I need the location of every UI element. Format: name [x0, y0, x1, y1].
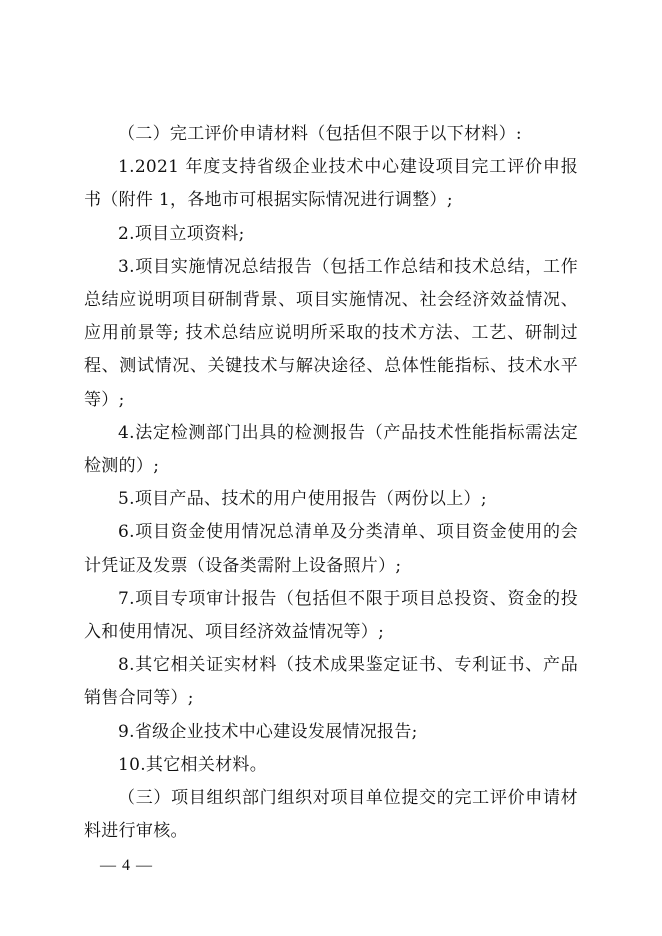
list-item-9-development-report: 9.省级企业技术中心建设发展情况报告; — [118, 721, 418, 742]
list-item-5-user-report: 5.项目产品、技术的用户使用报告（两份以上）; — [118, 489, 487, 510]
section-heading-review: （三）项目组织部门组织对项目单位提交的完工评价申请材料进行审核。 — [84, 788, 578, 842]
list-item-8-supporting-materials: 8.其它相关证实材料（技术成果鉴定证书、专利证书、产品销售合同等）; — [84, 655, 578, 709]
page-number: — 4 — — [100, 857, 153, 874]
list-item-4-inspection-report: 4.法定检测部门出具的检测报告（产品技术性能指标需法定检测的）; — [84, 422, 578, 477]
list-item-3-implementation-report: 3.项目实施情况总结报告（包括工作总结和技术总结，工作总结应说明项目研制背景、项目实施情况、社会经济效益情况、应用前景等; 技术总结应说明所采取的技术方法、工艺、研制过程、测试情况、关键技术与解决途径、总体性能指标、技术水平等）; — [84, 256, 578, 410]
document-body — [84, 118, 578, 848]
list-item-7-audit-report: 7.项目专项审计报告（包括但不限于项目总投资、资金的投入和使用情况、项目经济效益情况等）; — [84, 588, 578, 643]
list-item-1-application-form: 1.2021 年度支持省级企业技术中心建设项目完工评价申报书（附件 1，各地市可根据实际情况进行调整）; — [84, 157, 578, 211]
list-item-6-fund-usage: 6.项目资金使用情况总清单及分类清单、项目资金使用的会计凭证及发票（设备类需附上设备照片）; — [84, 522, 578, 576]
list-item-10-other-materials: 10.其它相关材料。 — [118, 754, 268, 775]
list-item-2-project-approval: 2.项目立项资料; — [118, 223, 245, 244]
section-heading-completion-materials: （二）完工评价申请材料（包括但不限于以下材料）: — [118, 124, 522, 144]
